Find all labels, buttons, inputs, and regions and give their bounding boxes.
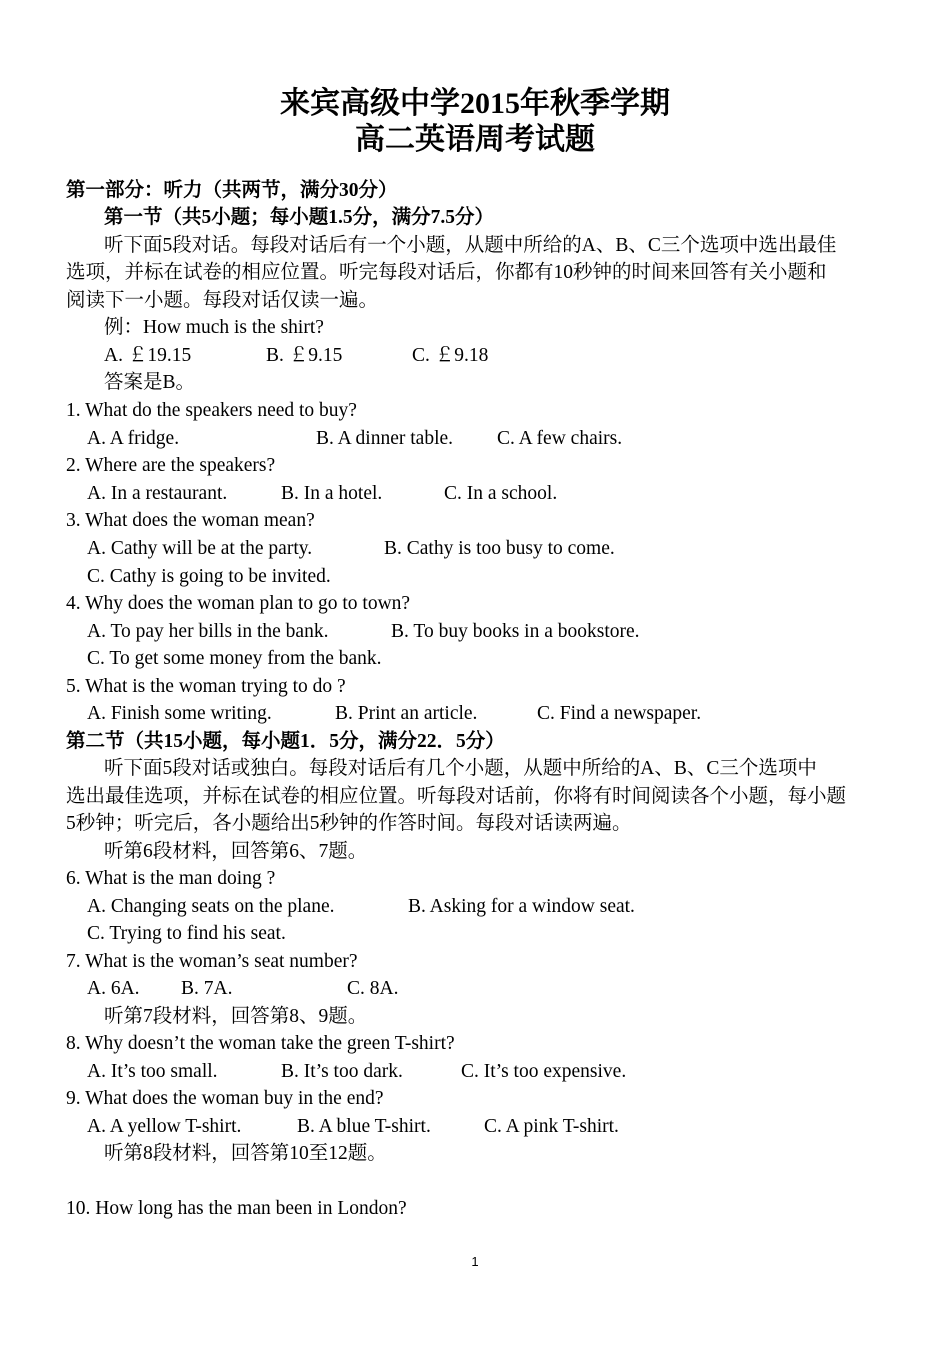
question-1: 1. What do the speakers need to buy? xyxy=(66,400,357,421)
q6-option-c: C. Trying to find his seat. xyxy=(87,923,286,944)
q9-option-b: B. A blue T-shirt. xyxy=(297,1116,431,1137)
exam-title-line2: 高二英语周考试题 xyxy=(355,123,595,156)
section2-instruction: 5秒钟；听完后，各小题给出5秒钟的作答时间。每段对话读两遍。 xyxy=(66,813,632,834)
page-number: 1 xyxy=(471,1254,479,1269)
question-6: 6. What is the man doing ? xyxy=(66,868,276,889)
question-8: 8. Why doesn’t the woman take the green T-shirt? xyxy=(66,1033,455,1054)
q9-option-a: A. A yellow T-shirt. xyxy=(87,1116,242,1137)
section1-instruction: 阅读下一小题。每段对话仅读一遍。 xyxy=(66,290,379,311)
question-4: 4. Why does the woman plan to go to town? xyxy=(66,593,411,614)
material-7-note: 听第7段材料，回答第8、9题。 xyxy=(104,1006,368,1027)
q3-option-b: B. Cathy is too busy to come. xyxy=(384,538,615,559)
example-option-a: A. ￡19.15 xyxy=(104,345,192,366)
q6-option-a: A. Changing seats on the plane. xyxy=(87,896,335,917)
q4-option-b: B. To buy books in a bookstore. xyxy=(391,621,640,642)
example-answer: 答案是B。 xyxy=(104,372,196,393)
material-8-note: 听第8段材料，回答第10至12题。 xyxy=(104,1143,387,1164)
q1-option-c: C. A few chairs. xyxy=(497,428,623,449)
exam-title-line1: 来宾高级中学2015年秋季学期 xyxy=(280,87,670,120)
q4-option-a: A. To pay her bills in the bank. xyxy=(87,621,329,642)
example-option-c: C. ￡9.18 xyxy=(412,345,489,366)
q6-option-b: B. Asking for a window seat. xyxy=(408,896,635,917)
q1-option-a: A. A fridge. xyxy=(87,428,180,449)
q8-option-c: C. It’s too expensive. xyxy=(461,1061,627,1082)
question-5: 5. What is the woman trying to do ? xyxy=(66,676,346,697)
q5-option-c: C. Find a newspaper. xyxy=(537,703,702,724)
section2-instruction: 听下面5段对话或独白。每段对话后有几个小题，从题中所给的A、B、C三个选项中 xyxy=(104,758,817,779)
section2-instruction: 选出最佳选项，并标在试卷的相应位置。听每段对话前，你将有时间阅读各个小题，每小题 xyxy=(66,786,847,807)
part1-heading: 第一部分：听力（共两节，满分30分） xyxy=(66,180,398,201)
q7-option-c: C. 8A. xyxy=(347,978,399,999)
q9-option-c: C. A pink T-shirt. xyxy=(484,1116,619,1137)
example-option-b: B. ￡9.15 xyxy=(266,345,343,366)
question-7: 7. What is the woman’s seat number? xyxy=(66,951,358,972)
q2-option-b: B. In a hotel. xyxy=(281,483,383,504)
question-9: 9. What does the woman buy in the end? xyxy=(66,1088,384,1109)
example-question: 例：How much is the shirt? xyxy=(104,317,324,338)
q4-option-c: C. To get some money from the bank. xyxy=(87,648,382,669)
section2-heading: 第二节（共15小题，每小题1．5分，满分22．5分） xyxy=(66,731,505,752)
q7-option-b: B. 7A. xyxy=(181,978,233,999)
section1-heading: 第一节（共5小题；每小题1.5分，满分7.5分） xyxy=(104,207,495,228)
q3-option-a: A. Cathy will be at the party. xyxy=(87,538,313,559)
q1-option-b: B. A dinner table. xyxy=(316,428,454,449)
q2-option-a: A. In a restaurant. xyxy=(87,483,228,504)
q5-option-a: A. Finish some writing. xyxy=(87,703,272,724)
question-3: 3. What does the woman mean? xyxy=(66,510,315,531)
q2-option-c: C. In a school. xyxy=(444,483,558,504)
question-2: 2. Where are the speakers? xyxy=(66,455,276,476)
q8-option-a: A. It’s too small. xyxy=(87,1061,218,1082)
section1-instruction: 听下面5段对话。每段对话后有一个小题，从题中所给的A、B、C三个选项中选出最佳 xyxy=(104,235,837,256)
q7-option-a: A. 6A. xyxy=(87,978,140,999)
q5-option-b: B. Print an article. xyxy=(335,703,478,724)
q8-option-b: B. It’s too dark. xyxy=(281,1061,403,1082)
question-10: 10. How long has the man been in London? xyxy=(66,1198,407,1219)
q3-option-c: C. Cathy is going to be invited. xyxy=(87,566,331,587)
material-6-note: 听第6段材料，回答第6、7题。 xyxy=(104,841,368,862)
section1-instruction: 选项，并标在试卷的相应位置。听完每段对话后，你都有10秒钟的时间来回答有关小题和 xyxy=(66,262,827,283)
